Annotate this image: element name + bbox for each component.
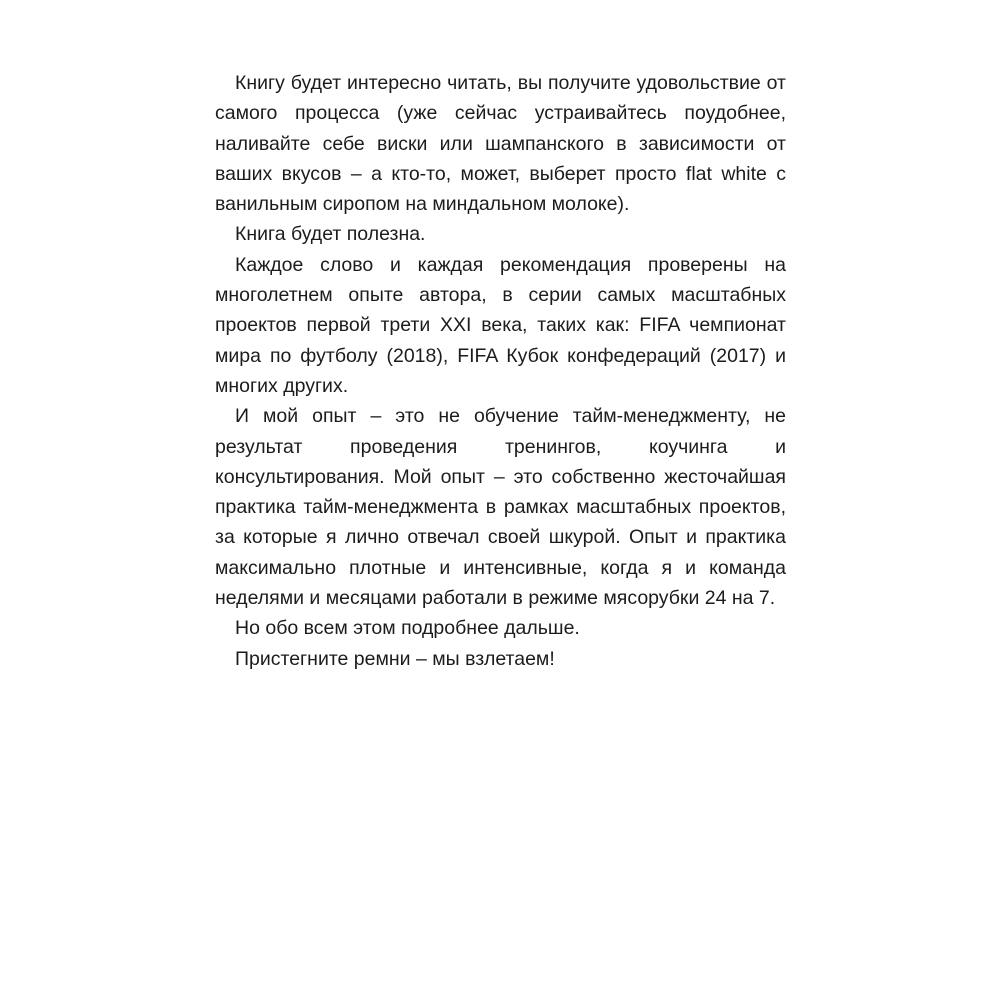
paragraph-useful: Книга будет полезна.: [235, 223, 426, 246]
paragraph-experience: Каждое слово и каждая рекомендация проверены на многолетнем опыте автора, в серии самых масштабных проектов первой трети XXI века, таких как: FIFA чемпионат мира по футболу (2018), FIFA Кубок конфедераций (2017) и многих других.: [215, 253, 786, 397]
paragraph-takeoff: Пристегните ремни – мы взлетаем!: [235, 647, 555, 670]
paragraph-enjoyable: Книгу будет интересно читать, вы получите удовольствие от самого процесса (уже сейчас устраивайтесь поудобнее, наливайте себе виски или шампанского в зависимости от ваших вкусов – а кто-то, может, выберет просто flat white с ванильным сиропом на миндальном молоке).: [215, 72, 786, 216]
paragraph-more-later: Но обо всем этом подробнее дальше.: [235, 617, 580, 640]
paragraph-practice: И мой опыт – это не обучение тайм-менеджменту, не результат проведения тренингов, коучинга и консультирования. Мой опыт – это собственно жесточайшая практика тайм-менеджмента в рамках масштабных проектов, за которые я лично отвечал своей шкурой. Опыт и практика максимально плотные и интенсивные, когда я и команда неделями и месяцами работали в режиме мясорубки 24 на 7.: [215, 405, 786, 610]
book-page-text: [215, 68, 786, 674]
